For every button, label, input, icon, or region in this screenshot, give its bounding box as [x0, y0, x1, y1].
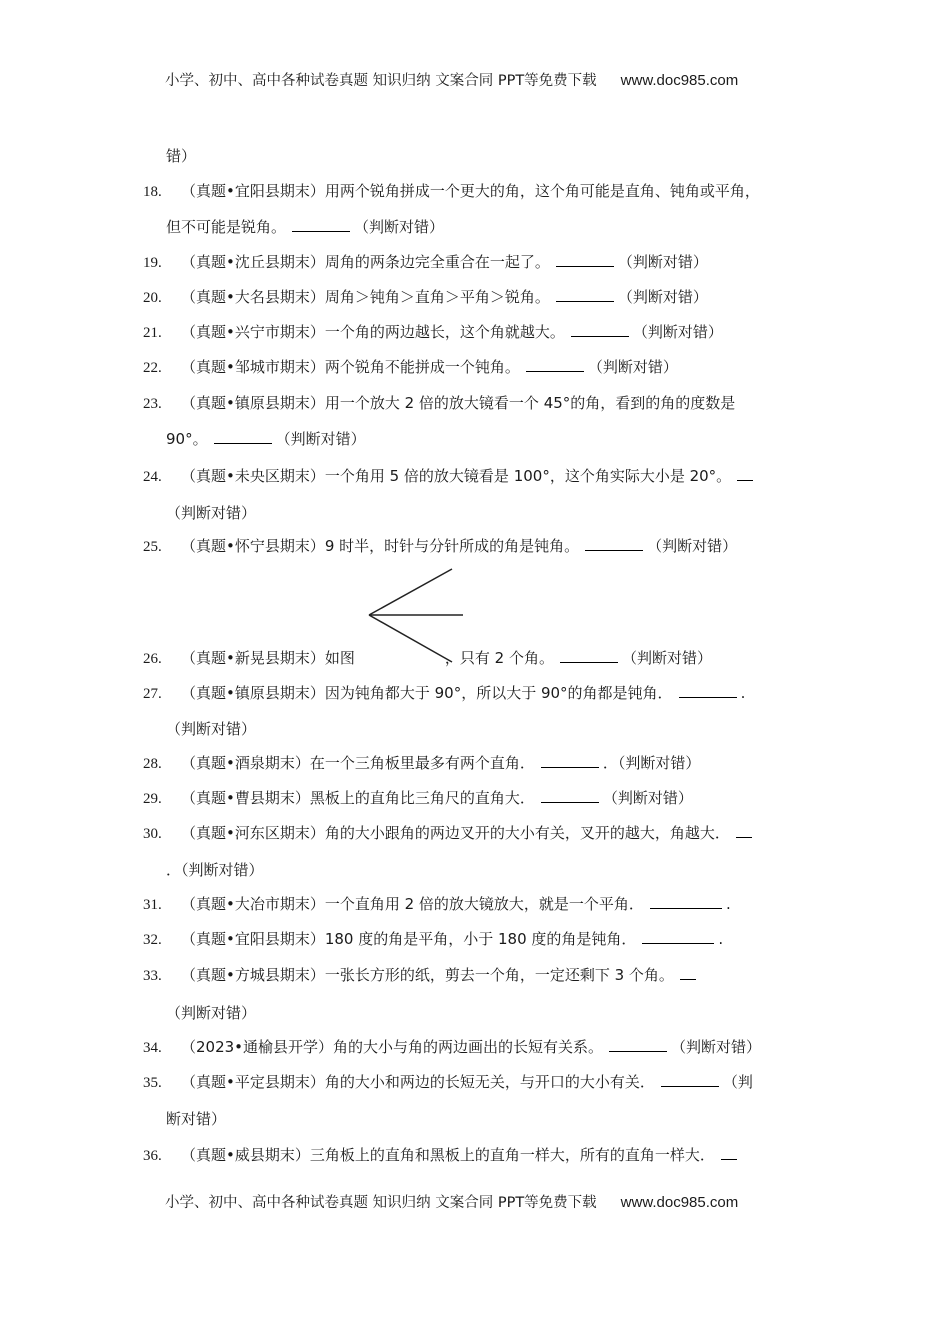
- question-24-cont: （判断对错）: [166, 504, 257, 522]
- footer-url[interactable]: www.doc985.com: [620, 1194, 739, 1211]
- question-30: 30. （真题•河东区期末）角的大小跟角的两边叉开的大小有关，叉开的越大，角越大．: [143, 823, 756, 844]
- question-33-cont: （判断对错）: [166, 1004, 257, 1022]
- page-header: [165, 69, 738, 90]
- question-33: 33. （真题•方城县期末）一张长方形的纸，剪去一个角，一定还剩下 3 个角。: [143, 965, 700, 986]
- answer-blank[interactable]: [661, 1072, 719, 1087]
- header-url[interactable]: www.doc985.com: [620, 72, 739, 89]
- answer-blank[interactable]: [736, 823, 752, 838]
- question-27: 27. （真题•镇原县期末）因为钝角都大于 90°，所以大于 90°的角都是钝角． .: [143, 684, 746, 702]
- answer-blank[interactable]: [642, 929, 714, 944]
- answer-blank[interactable]: [737, 466, 753, 481]
- answer-blank[interactable]: [680, 965, 696, 980]
- question-25: 25. （真题•怀宁县期末）9 时半，时针与分针所成的角是钝角。 （判断对错）: [143, 537, 738, 555]
- answer-blank[interactable]: [609, 1037, 667, 1052]
- answer-blank[interactable]: [526, 357, 584, 372]
- ray-upper: [369, 569, 452, 615]
- question-29: 29. （真题•曹县期末）黑板上的直角比三角尺的直角大． （判断对错）: [143, 789, 693, 807]
- footer-text: 小学、初中、高中各种试卷真题 知识归纳 文案合同 PPT等免费下载: [165, 1195, 597, 1211]
- answer-blank[interactable]: [541, 753, 599, 768]
- answer-blank[interactable]: [556, 287, 614, 302]
- question-28: 28. （真题•酒泉期末）在一个三角板里最多有两个直角． ．（判断对错）: [143, 754, 701, 772]
- question-23: 23. （真题•镇原县期末）用一个放大 2 倍的放大镜看一个 45°的角，看到的角的度数是: [143, 394, 736, 412]
- answer-blank[interactable]: [214, 429, 272, 444]
- answer-blank[interactable]: [560, 648, 618, 663]
- answer-blank[interactable]: [292, 217, 350, 232]
- question-22: 22. （真题•邹城市期末）两个锐角不能拼成一个钝角。 （判断对错）: [143, 358, 678, 376]
- question-34: 34. （2023•通榆县开学）角的大小与角的两边画出的长短有关系。 （判断对错）: [143, 1038, 762, 1056]
- question-31: 31. （真题•大冶市期末）一个直角用 2 倍的放大镜放大，就是一个平角． .: [143, 895, 731, 913]
- answer-blank[interactable]: [541, 788, 599, 803]
- answer-blank[interactable]: [650, 894, 722, 909]
- question-32: 32. （真题•宜阳县期末）180 度的角是平角，小于 180 度的角是钝角． .: [143, 930, 724, 948]
- question-36: 36. （真题•威县期末）三角板上的直角和黑板上的直角一样大，所有的直角一样大．: [143, 1145, 741, 1166]
- header-text: 小学、初中、高中各种试卷真题 知识归纳 文案合同 PPT等免费下载: [165, 73, 597, 89]
- question-35: 35. （真题•平定县期末）角的大小和两边的长短无关，与开口的大小有关． （判: [143, 1073, 753, 1091]
- question-19: 19. （真题•沈丘县期末）周角的两条边完全重合在一起了。 （判断对错）: [143, 253, 708, 271]
- answer-blank[interactable]: [721, 1145, 737, 1160]
- question-20: 20. （真题•大名县期末）周角＞钝角＞直角＞平角＞锐角。 （判断对错）: [143, 288, 708, 306]
- question-18: 18. （真题•宜阳县期末）用两个锐角拼成一个更大的角，这个角可能是直角、钝角或平角，: [143, 182, 760, 200]
- answer-blank[interactable]: [679, 683, 737, 698]
- q17-continuation: 错）: [166, 147, 197, 165]
- question-26: 26. （真题•新晃县期末）如图 ，只有 2 个角。 （判断对错）: [143, 649, 712, 667]
- question-27-cont: （判断对错）: [166, 720, 257, 738]
- answer-blank[interactable]: [556, 252, 614, 267]
- question-21: 21. （真题•兴宁市期末）一个角的两边越长，这个角就越大。 （判断对错）: [143, 323, 723, 341]
- question-30-cont: ．（判断对错）: [166, 861, 264, 879]
- page-footer: [165, 1191, 738, 1212]
- question-23-cont: 90°。 （判断对错）: [166, 430, 366, 448]
- question-18-cont: 但不可能是锐角。 （判断对错）: [166, 218, 445, 236]
- answer-blank[interactable]: [585, 536, 643, 551]
- question-24: 24. （真题•未央区期末）一个角用 5 倍的放大镜看是 100°，这个角实际大小是 20°。: [143, 466, 757, 487]
- question-35-cont: 断对错）: [166, 1110, 227, 1128]
- answer-blank[interactable]: [571, 322, 629, 337]
